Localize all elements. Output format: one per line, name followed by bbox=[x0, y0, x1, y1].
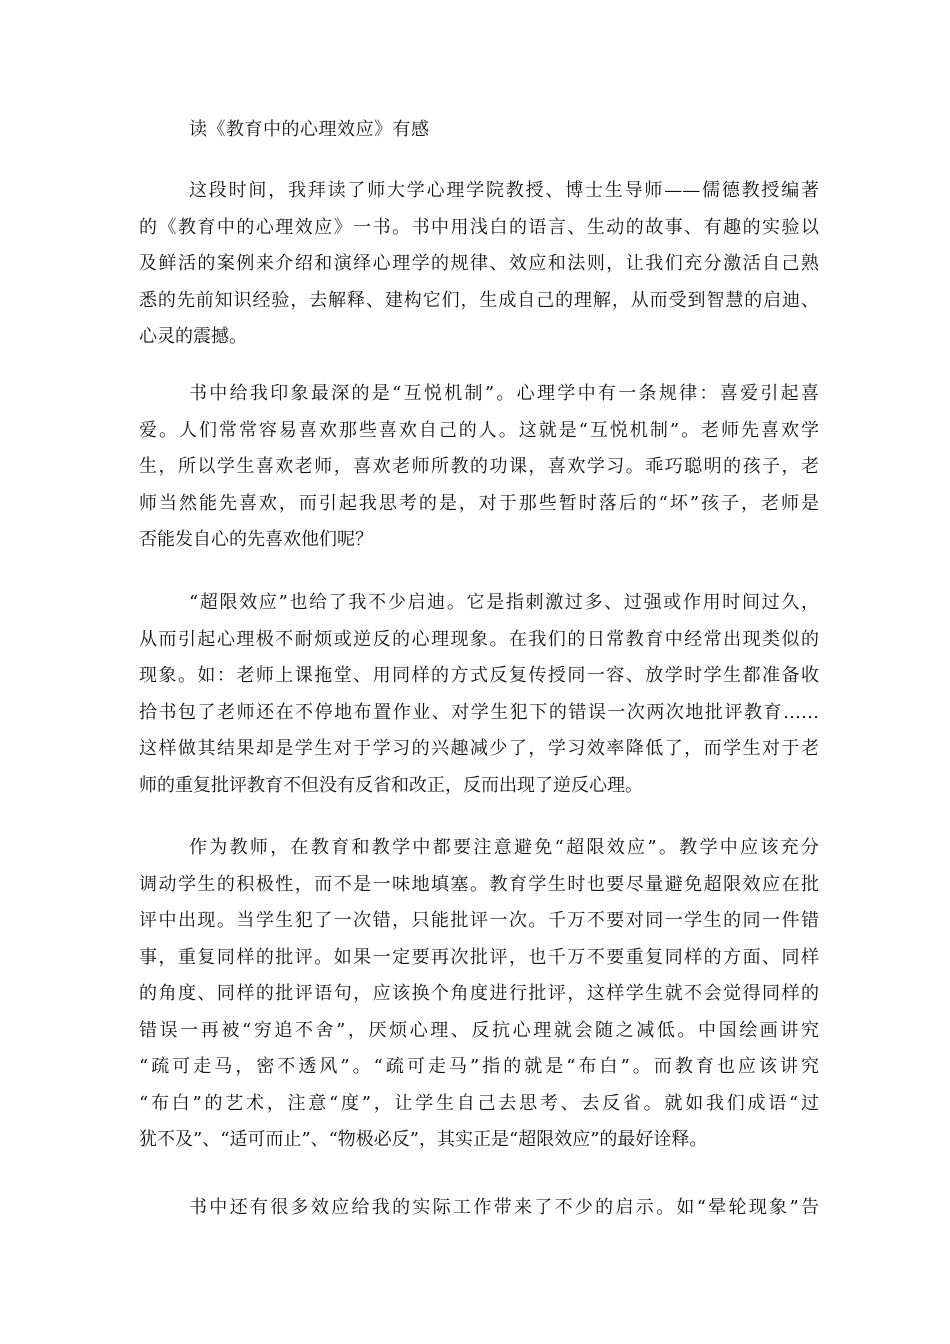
paragraph-line: 这样做其结果却是学生对于学习的兴趣减少了，学习效率降低了，而学生对于老 bbox=[139, 738, 819, 759]
paragraph-line: “布白”的艺术，注意“度”，让学生自己去思考、去反省。就如我们成语“过 bbox=[139, 1092, 819, 1114]
paragraph-line: 现象。如：老师上课拖堂、用同样的方式反复传授同一容、放学时学生都准备收 bbox=[139, 665, 819, 686]
paragraph-line: 的《教育中的心理效应》一书。书中用浅白的语言、生动的故事、有趣的实验以 bbox=[139, 216, 819, 238]
paragraph-line: “疏可走马，密不透风”。“疏可走马”指的就是“布白”。而教育也应该讲究 bbox=[139, 1056, 819, 1077]
paragraph-1 bbox=[139, 173, 819, 356]
paragraph-line: 错误一再被“穷追不舍”，厌烦心理、反抗心理就会随之减低。中国绘画讲究 bbox=[139, 1019, 819, 1041]
paragraph-line: 生，所以学生喜欢老师，喜欢老师所教的功课，喜欢学习。乖巧聪明的孩子，老 bbox=[139, 456, 819, 477]
paragraph-line: “超限效应”也给了我不少启迪。它是指刺激过多、过强或作用时间过久， bbox=[189, 592, 819, 613]
paragraph-line: 心灵的震撼。 bbox=[139, 326, 247, 347]
paragraph-2 bbox=[139, 376, 819, 559]
paragraph-line: 这段时间，我拜读了师大学心理学院教授、博士生导师——儒德教授编著 bbox=[189, 180, 819, 201]
document-title: 读《教育中的心理效应》有感 bbox=[189, 119, 430, 140]
paragraph-line: 书中还有很多效应给我的实际工作带来了不少的启示。如“晕轮现象”告 bbox=[189, 1197, 819, 1218]
paragraph-line: 悉的先前知识经验，去解释、建构它们，生成自己的理解，从而受到智慧的启迪、 bbox=[139, 289, 819, 311]
paragraph-line: 的角度、同样的批评语句，应该换个角度进行批评，这样学生就不会觉得同样的 bbox=[139, 983, 819, 1004]
paragraph-line: 师当然能先喜欢，而引起我思考的是，对于那些暂时落后的“坏”孩子，老师是 bbox=[139, 492, 819, 514]
paragraph-line: 作为教师，在教育和教学中都要注意避免“超限效应”。教学中应该充分 bbox=[189, 837, 819, 858]
paragraph-line: 爱。人们常常容易喜欢那些喜欢自己的人。这就是“互悦机制”。老师先喜欢学 bbox=[139, 419, 819, 441]
paragraph-line: 否能发自心的先喜欢他们呢？ bbox=[139, 529, 373, 550]
paragraph-line: 犹不及”、“适可而止”、“物极必反”，其实正是“超限效应”的最好诠释。 bbox=[139, 1129, 708, 1150]
paragraph-4 bbox=[139, 830, 819, 1159]
paragraph-line: 评中出现。当学生犯了一次错，只能批评一次。千万不要对同一学生的同一件错 bbox=[139, 910, 819, 931]
paragraph-line: 调动学生的积极性，而不是一味地填塞。教育学生时也要尽量避免超限效应在批 bbox=[139, 873, 819, 895]
paragraph-line: 从而引起心理极不耐烦或逆反的心理现象。在我们的日常教育中经常出现类似的 bbox=[139, 628, 819, 650]
paragraph-line: 书中给我印象最深的是“互悦机制”。心理学中有一条规律：喜爱引起喜 bbox=[189, 383, 819, 404]
paragraph-line: 及鲜活的案例来介绍和演绎心理学的规律、效应和法则，让我们充分激活自己熟 bbox=[139, 253, 819, 274]
paragraph-line: 拾书包了老师还在不停地布置作业、对学生犯下的错误一次两次地批评教育…… bbox=[139, 701, 819, 723]
paragraph-3 bbox=[139, 585, 819, 804]
paragraph-line: 师的重复批评教育不但没有反省和改正，反而出现了逆反心理。 bbox=[139, 774, 643, 796]
paragraph-line: 事，重复同样的批评。如果一定要再次批评，也千万不要重复同样的方面、同样 bbox=[139, 946, 819, 968]
paragraph-5 bbox=[139, 1190, 819, 1227]
